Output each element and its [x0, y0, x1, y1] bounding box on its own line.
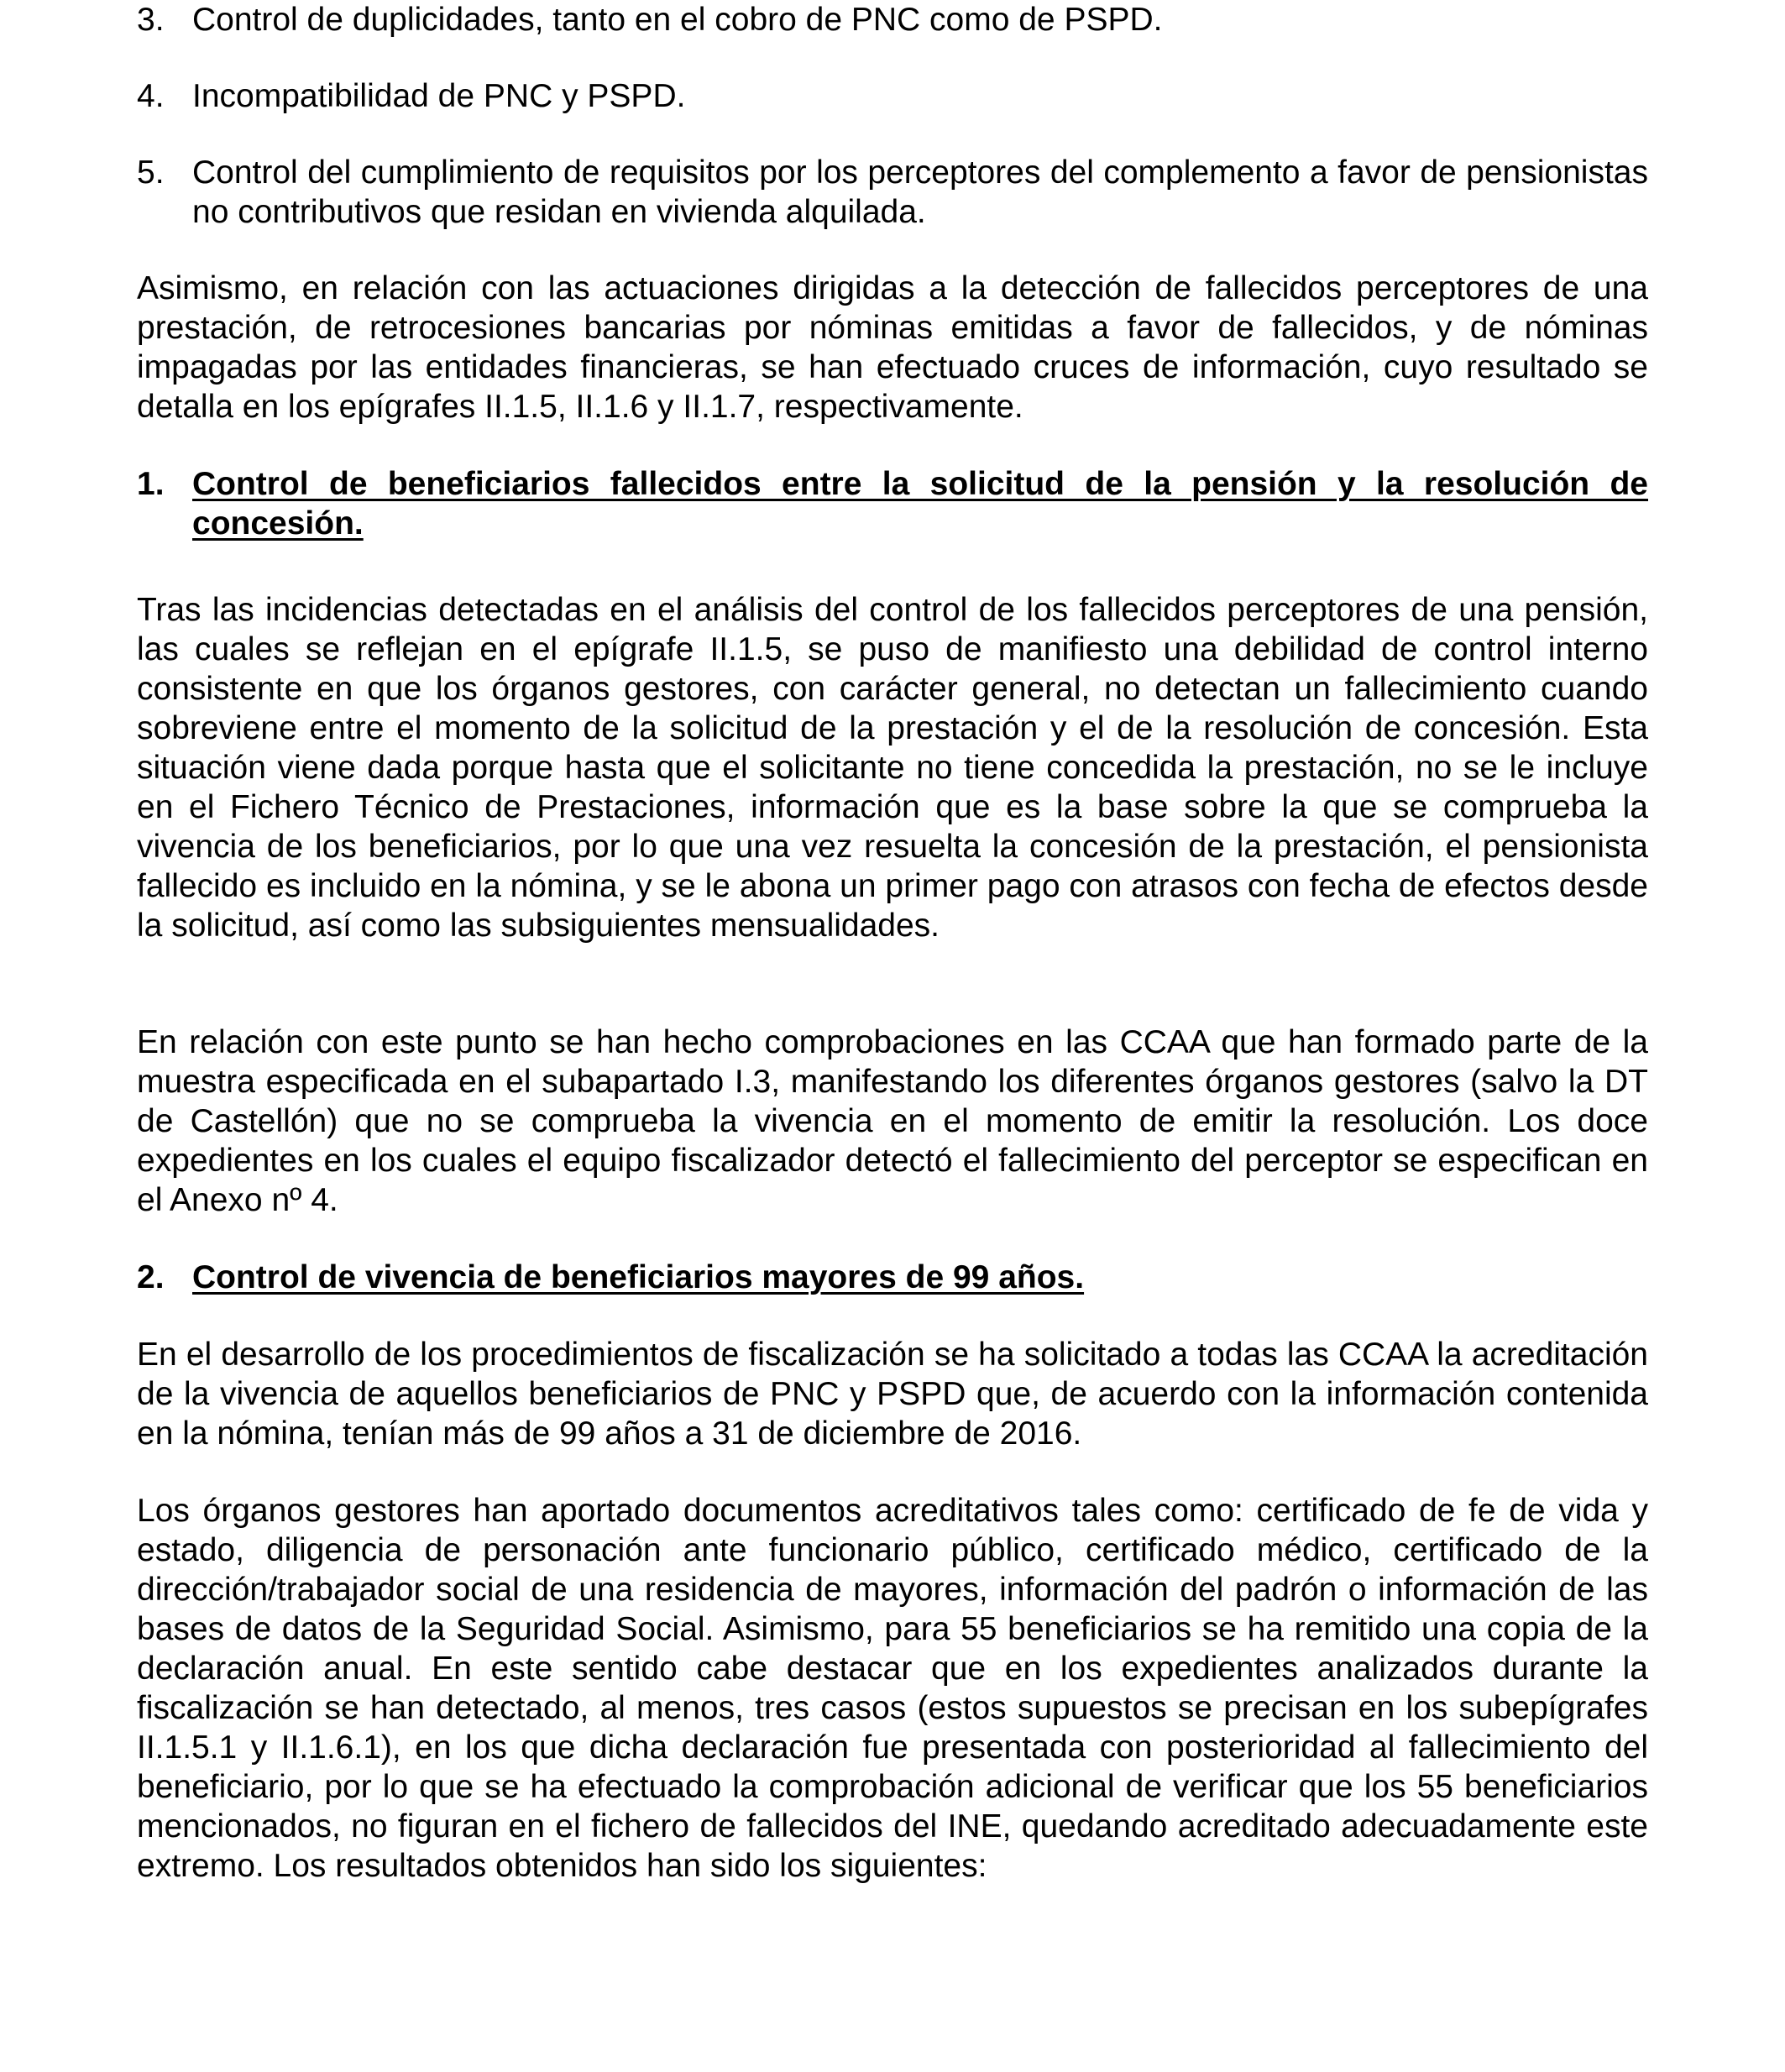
- list-item-text: Incompatibilidad de PNC y PSPD.: [192, 78, 686, 114]
- paragraph-asimismo: Asimismo, en relación con las actuaciones dirigidas a la detección de fallecidos perceptores de una prestación, de retrocesiones bancarias por nóminas emitidas a favor de fallecidos, y de nóminas impagadas por las entidades financieras, se han efectuado cruces de información, cuyo resultado se detalla en los epígrafes II.1.5, II.1.6 y II.1.7, respectivamente.: [137, 270, 1648, 425]
- heading-number: 1.: [137, 466, 165, 502]
- list-item-number: 3.: [137, 2, 165, 38]
- heading-text: Control de beneficiarios fallecidos entre la solicitud de la pensión y la resolución de concesión.: [192, 466, 1648, 542]
- paragraph-organos-gestores: Los órganos gestores han aportado documentos acreditativos tales como: certificado de fe de vida y estado, diligencia de personación ante funcionario público, certificado médico, certificado de la dirección/trabajador social de una residencia de mayores, información del padrón o información de las bases de datos de la Seguridad Social. Asimismo, para 55 beneficiarios se ha remitido una copia de la declaración anual. En este sentido cabe destacar que en los expedientes analizados durante la fiscalización se han detectado, al menos, tres casos (estos supuestos se precisan en los subepígrafes II.1.5.1 y II.1.6.1), en los que dicha declaración fue presentada con posterioridad al fallecimiento del beneficiario, por lo que se ha efectuado la comprobación adicional de verificar que los 55 beneficiarios mencionados, no figuran en el fichero de fallecidos del INE, quedando acreditado adecuadamente este extremo. Los resultados obtenidos han sido los siguientes:: [137, 1493, 1648, 1884]
- paragraph-incidencias: Tras las incidencias detectadas en el análisis del control de los fallecidos perceptores de una pensión, las cuales se reflejan en el epígrafe II.1.5, se puso de manifiesto una debilidad de control interno consistente en que los órganos gestores, con carácter general, no detectan un fallecimiento cuando sobreviene entre el momento de la solicitud de la prestación y el de la resolución de concesión. Esta situación viene dada porque hasta que el solicitante no tiene concedida la prestación, no se le incluye en el Fichero Técnico de Prestaciones, información que es la base sobre la que se comprueba la vivencia de los beneficiarios, por lo que una vez resuelta la concesión de la prestación, el pensionista fallecido es incluido en la nómina, y se le abona un primer pago con atrasos con fecha de efectos desde la solicitud, así como las subsiguientes mensualidades.: [137, 592, 1648, 944]
- list-item-text: Control de duplicidades, tanto en el cobro de PNC como de PSPD.: [192, 2, 1163, 38]
- paragraph-comprobaciones: En relación con este punto se han hecho comprobaciones en las CCAA que han formado parte de la muestra especificada en el subapartado I.3, manifestando los diferentes órganos gestores (salvo la DT de Castellón) que no se comprueba la vivencia en el momento de emitir la resolución. Los doce expedientes en los cuales el equipo fiscalizador detectó el fallecimiento del perceptor se especifican en el Anexo nº 4.: [137, 1024, 1648, 1218]
- list-item-text: Control del cumplimiento de requisitos por los perceptores del complemento a favor de pensionistas no contributivos que residan en vivienda alquilada.: [192, 154, 1648, 230]
- heading-text: Control de vivencia de beneficiarios mayores de 99 años.: [192, 1259, 1085, 1295]
- list-item-number: 5.: [137, 154, 165, 191]
- paragraph-desarrollo: En el desarrollo de los procedimientos de fiscalización se ha solicitado a todas las CCAA la acreditación de la vivencia de aquellos beneficiarios de PNC y PSPD que, de acuerdo con la información contenida en la nómina, tenían más de 99 años a 31 de diciembre de 2016.: [137, 1337, 1648, 1452]
- list-item-number: 4.: [137, 78, 165, 114]
- heading-number: 2.: [137, 1259, 165, 1295]
